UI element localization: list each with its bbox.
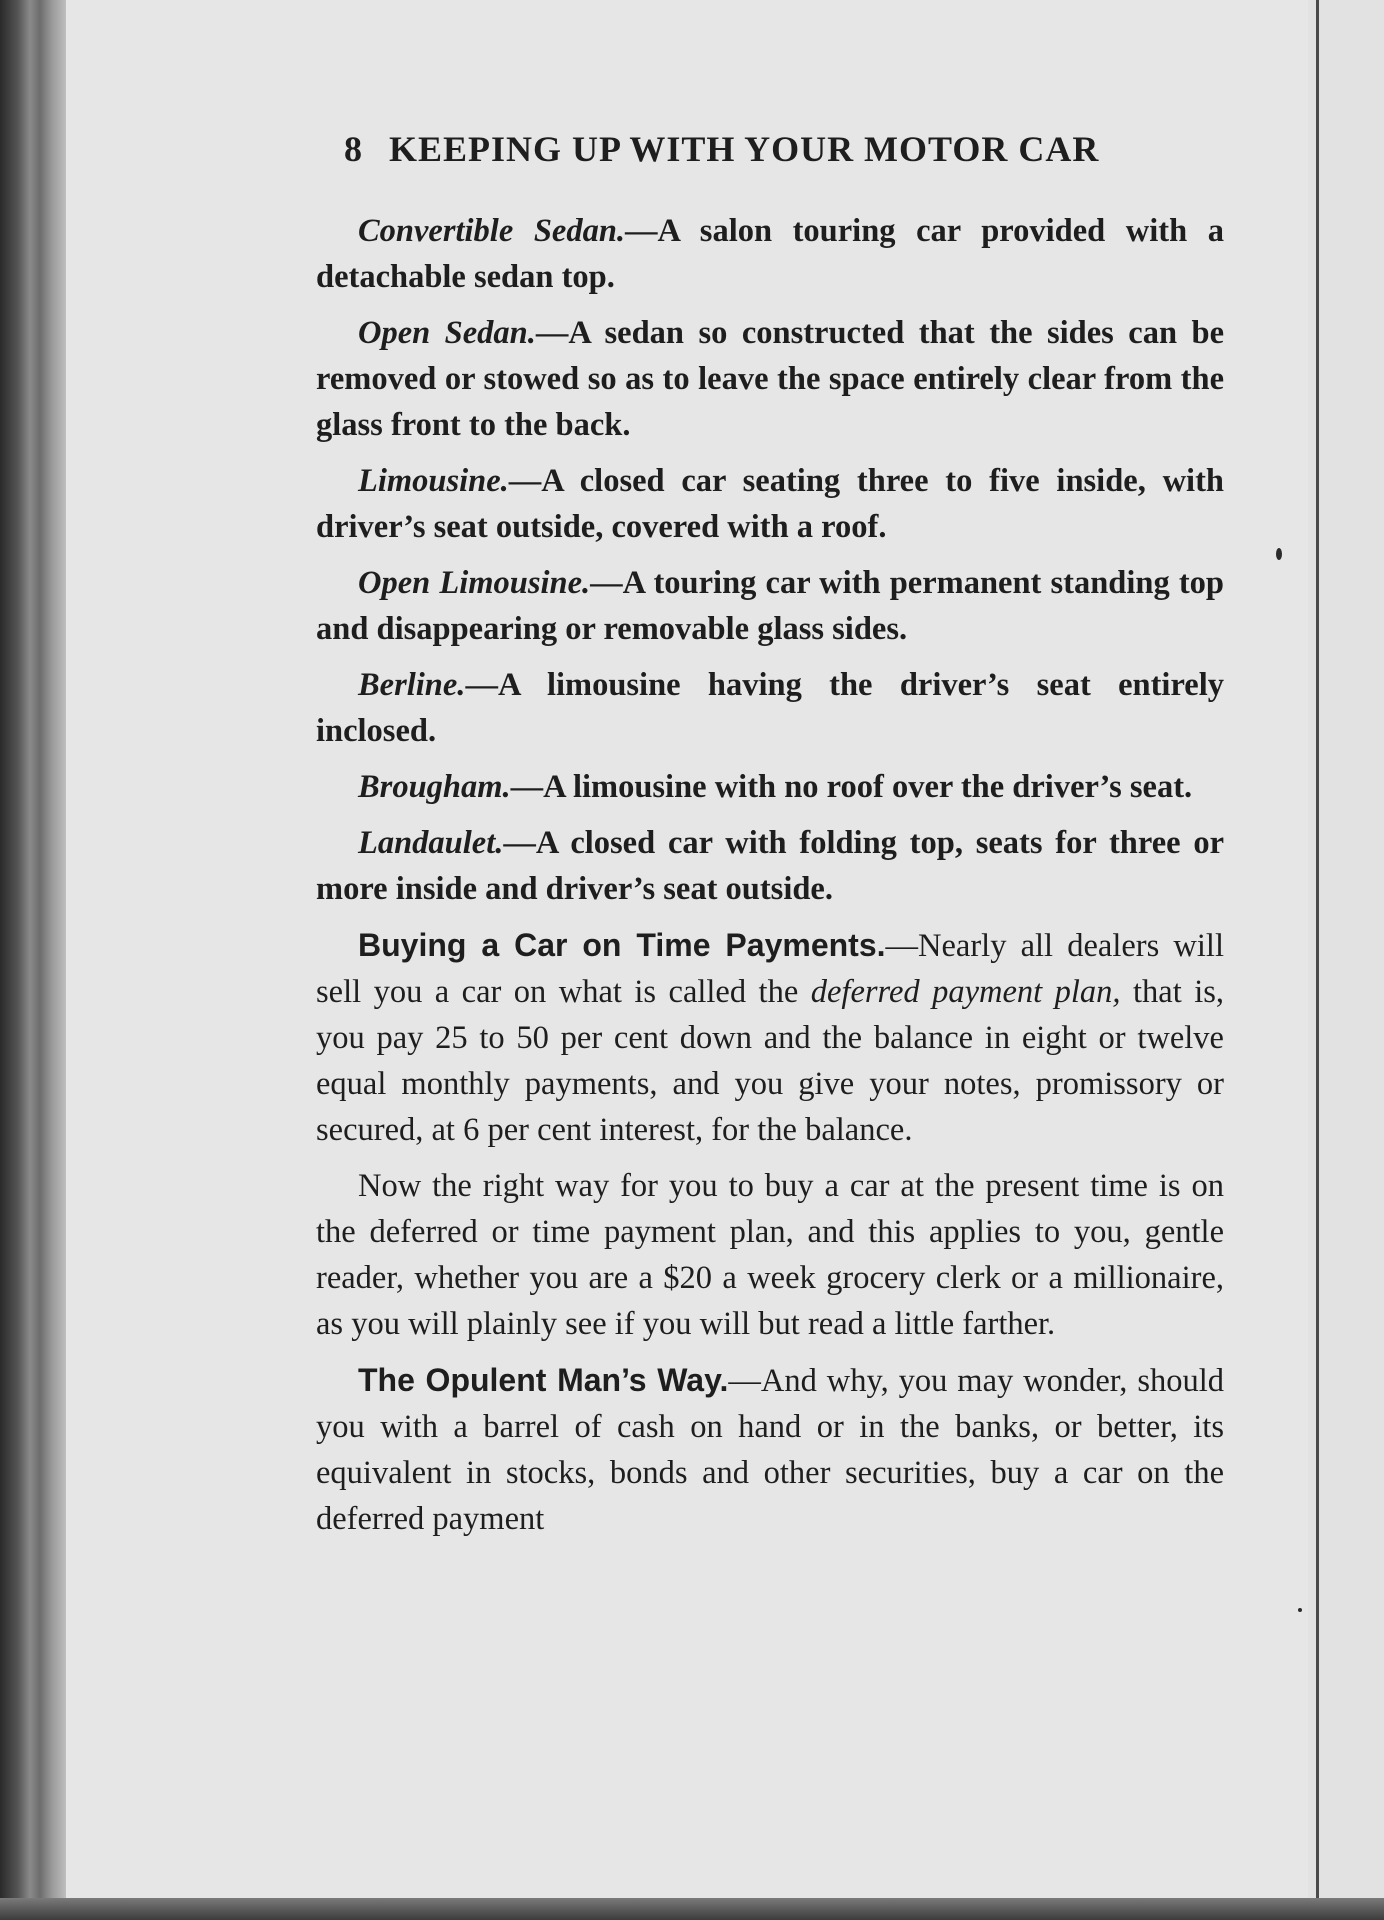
section-text: —And why, you may wonder, should you with a barrel of cash on hand or in the banks, or better, its equivalent in stocks, bonds and other securities, buy a car on the deferred payment — [316, 1363, 1225, 1537]
section-paragraph-time-payments — [316, 922, 1224, 1153]
definition-paragraph — [316, 662, 1224, 754]
definition-text: —A limousine with no roof over the driver’s seat. — [510, 769, 1193, 805]
definition-text: —A limousine having the driver’s seat entirely inclosed. — [316, 667, 1224, 749]
page-number: 8 — [344, 129, 363, 169]
section-heading: The Opulent Man’s Way. — [358, 1362, 729, 1398]
bottom-edge — [0, 1898, 1384, 1920]
definition-text: —A closed car with folding top, seats for three or more inside and driver’s seat outside. — [316, 825, 1224, 907]
definition-paragraph — [316, 820, 1224, 912]
section-heading: Buying a Car on Time Payments. — [358, 927, 886, 963]
definition-paragraph — [316, 310, 1224, 448]
definition-term: Berline. — [358, 667, 466, 703]
running-title: KEEPING UP WITH YOUR MOTOR CAR — [389, 129, 1100, 169]
emphasis-text: deferred payment plan, — [810, 974, 1121, 1010]
definition-text: —A closed car seating three to five inside, with driver’s seat outside, covered with a roof. — [316, 463, 1224, 545]
section-text: —Nearly all dealers will sell you a car on what is called the — [316, 928, 1224, 1010]
section-paragraph-opulent-man — [316, 1357, 1224, 1542]
definition-paragraph — [316, 764, 1224, 810]
book-spine-edge — [0, 0, 70, 1920]
definition-term: Open Sedan. — [358, 315, 536, 351]
definition-paragraph — [316, 560, 1224, 652]
body-paragraph: Now the right way for you to buy a car at the present time is on the deferred or time payment plan, and this applies to you, gentle reader, whether you are a $20 a week grocery clerk or a millionaire, as you will plainly see if you will but read a little farther. — [316, 1168, 1224, 1342]
book-page — [66, 0, 1316, 1898]
definition-text: —A salon touring car provided with a detachable sedan top. — [316, 213, 1224, 295]
definition-text: —A sedan so constructed that the sides can be removed or stowed so as to leave the space entirely clear from the glass front to the back. — [316, 315, 1224, 443]
definition-text: —A touring car with permanent standing top and disappearing or removable glass sides. — [316, 565, 1224, 647]
ink-speck — [1298, 1608, 1302, 1612]
definition-term: Limousine. — [358, 463, 509, 499]
definition-term: Landaulet. — [358, 825, 504, 861]
page-edge-line — [1316, 0, 1319, 1920]
definition-paragraph — [316, 458, 1224, 550]
ink-speck — [1276, 548, 1282, 560]
definition-paragraph — [316, 208, 1224, 300]
section-text: that is, you pay 25 to 50 per cent down and the balance in eight or twelve equal monthly payments, and you give your notes, promissory or secured, at 6 per cent interest, for the balance. — [316, 974, 1224, 1148]
page-content — [316, 128, 1224, 1552]
definition-term: Brougham. — [358, 769, 511, 805]
definition-term: Open Limousine. — [358, 565, 591, 601]
definition-term: Convertible Sedan. — [358, 213, 626, 249]
running-head — [344, 128, 1224, 170]
right-page-edge — [1308, 0, 1384, 1920]
